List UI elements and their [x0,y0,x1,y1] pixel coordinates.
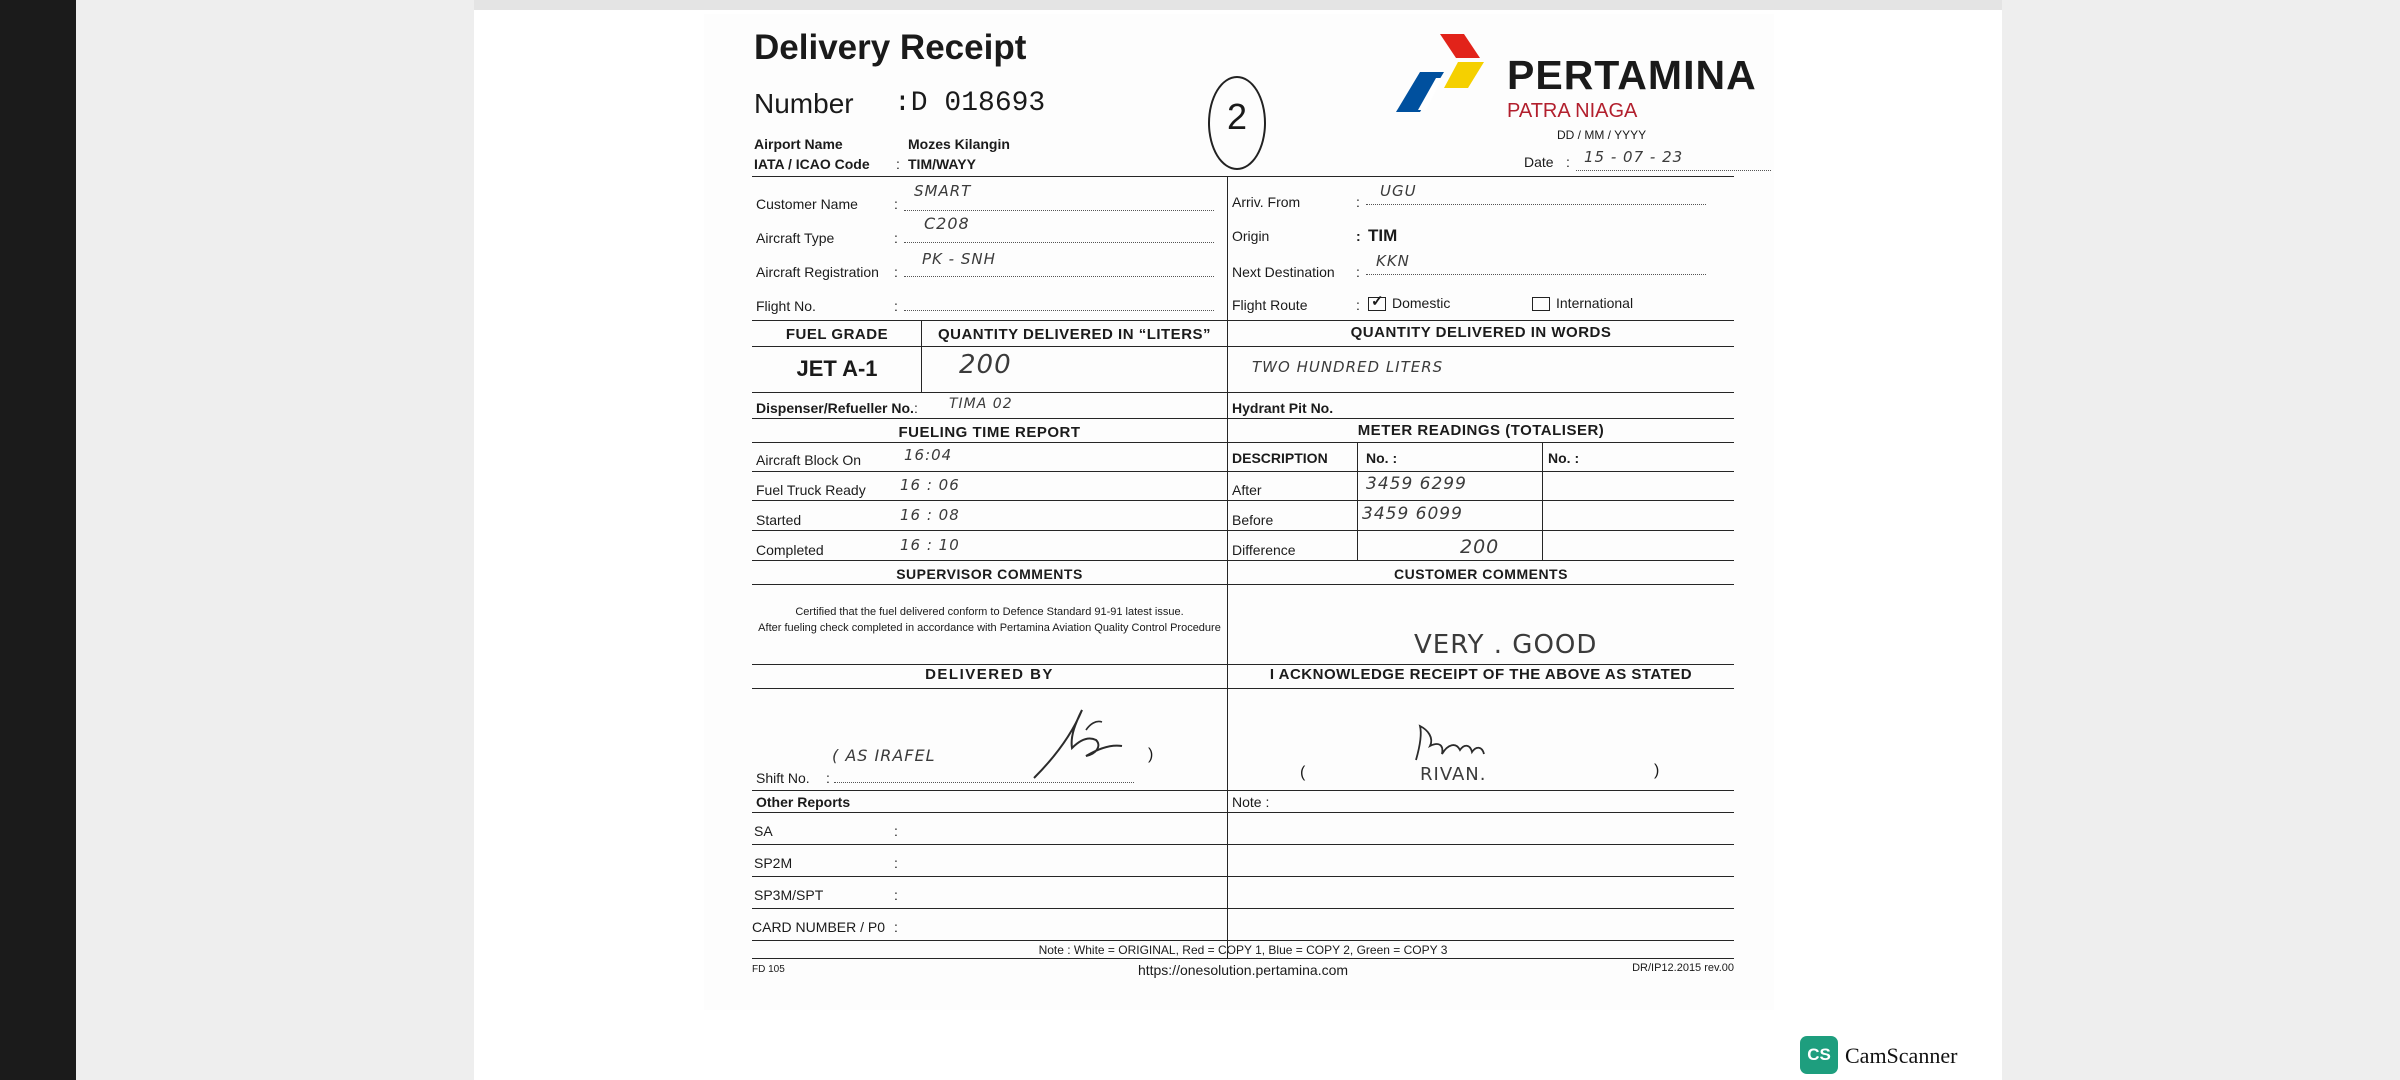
meter-no-1-header: No. : [1366,450,1398,466]
description-header: DESCRIPTION [1232,450,1328,466]
left-edge-bar [0,0,76,1080]
other-reports-header: Other Reports [756,794,851,810]
supervisor-comments-header: SUPERVISOR COMMENTS [896,566,1083,582]
note-label: Note : [1232,794,1270,810]
domestic-checkbox[interactable] [1368,293,1386,311]
acknowledge-open-paren: ( [1300,764,1306,781]
check-mark-icon: ✓ [1371,293,1384,311]
started-label: Started [756,512,802,528]
acknowledge-name: RIVAN. [1420,764,1487,785]
supervisor-comment-line-2: After fueling check completed in accordance with Pertamina Aviation Quality Control Procedure [758,622,1221,634]
camscanner-logo-icon: CS [1800,1036,1838,1074]
customer-name-value: SMART [914,182,972,200]
qty-words-value: TWO HUNDRED LITERS [1252,358,1444,376]
report-row-sa: SA [754,823,773,839]
delivered-by-close-paren: ) [1148,746,1154,763]
page-top-edge [474,0,2002,10]
customer-comments-header: CUSTOMER COMMENTS [1394,566,1568,582]
qty-liters-header: QUANTITY DELIVERED IN “LITERS” [937,326,1212,343]
airport-name-label: Airport Name [754,136,843,152]
completed-label: Completed [756,542,824,558]
completed-value: 16 : 10 [900,536,960,554]
number-label: Number [754,88,854,119]
report-row-sp3m: SP3M/SPT [754,887,824,903]
delivered-by-header: DELIVERED BY [925,666,1054,683]
date-format-hint: DD / MM / YYYY [1557,128,1647,142]
acknowledge-header: I ACKNOWLEDGE RECEIPT OF THE ABOVE AS STATED [1269,666,1693,683]
date-label: Date [1524,154,1554,170]
footer-url: https://onesolution.pertamina.com [1137,962,1349,978]
fuel-grade-header: FUEL GRADE [785,326,889,343]
meter-readings-header: METER READINGS (TOTALISER) [1357,422,1605,439]
brand-subname: PATRA NIAGA [1507,100,1638,122]
airport-name-value: Mozes Kilangin [908,136,1010,152]
block-on-value: 16:04 [904,446,953,464]
fueling-time-header: FUELING TIME REPORT [898,424,1081,441]
fuel-grade-value: JET A-1 [796,356,878,381]
before-label: Before [1232,512,1274,528]
truck-ready-label: Fuel Truck Ready [756,482,866,498]
receipt-number: :D 018693 [894,88,1046,119]
delivered-by-signature [1026,700,1136,782]
arriv-from-value: UGU [1380,182,1417,200]
report-row-sp2m: SP2M [754,855,793,871]
before-value: 3459 6099 [1362,504,1463,524]
domestic-option[interactable]: ✓ Domestic [1368,295,1450,311]
delivery-receipt-document: Delivery Receipt Number :D 018693 2 PERTAMINA PATRA NIAGA DD / MM / YYYY Date : 15 - 07 - 23 Airport Name Mozes Kilangin IATA / ICAO Code : TIM/WAYY Customer Name : SMART Aircraft Type : C208 Aircraft Registration : PK - SNH Flight No. : Arriv. From : UGU Origin : TIM Next Destination : KKN Flight Route : ✓ Domestic International FUEL GRADE QUANTITY DELIVERED IN “LITERS” QUANTITY DELIVERED IN WORDS JET A-1 200 TWO HUNDRED LITERS Dispenser/Refueller No. : TIMA 02 Hydrant Pit No. FUELING TIME REPORT METER READINGS (TOTALISER) Aircraft Block On 16:04 Fuel Truck Ready 16 : 06 Started 16 : 08 Completed 16 : 10 DESCRIPTION No. : No. : After 3459 6299 Before 3459 6099 Difference 200 SUPERVISOR COMMENTS CUSTOMER COMMENTS Certified that the fuel delivered conform to Defence Standard 91-91 latest issue. After fueling check completed in accordance with Pertamina Aviation Quality Control Procedure VERY . GOOD DELIVERED BY I ACKNOWLEDGE RECEIPT OF THE ABOVE AS STATED ( AS IRAFEL ) Shift No. : ( ) RIVAN. Other Reports Note : SA : SP2M : SP3M/SPT : CARD NUMBER / P0 : Note : White = ORIGINAL, Red = COPY 1, Blue = COPY 2, Green = COPY 3 FD 105 https://onesolution.pertamina.com DR/IP12.2015 rev.00 [704,14,1774,1010]
qty-words-header: QUANTITY DELIVERED IN WORDS [1350,324,1612,341]
revision-code: DR/IP12.2015 rev.00 [1632,962,1734,974]
customer-comment-value: VERY . GOOD [1414,630,1598,660]
difference-value: 200 [1460,536,1500,558]
report-row-card-number: CARD NUMBER / P0 [752,919,886,935]
acknowledge-close-paren: ) [1654,762,1660,779]
block-on-label: Aircraft Block On [756,452,862,468]
aircraft-type-value: C208 [924,214,970,233]
truck-ready-value: 16 : 06 [900,476,960,494]
dispenser-value: TIMA 02 [949,396,1013,412]
hydrant-pit-label: Hydrant Pit No. [1232,400,1334,416]
iata-code-label: IATA / ICAO Code [754,156,870,172]
customer-signature [1410,720,1490,770]
camscanner-text: CamScanner [1845,1043,1958,1068]
shift-no-label: Shift No. [756,770,810,786]
after-value: 3459 6299 [1366,474,1467,494]
international-option[interactable]: International [1532,295,1633,311]
after-label: After [1232,482,1262,498]
started-value: 16 : 08 [900,506,960,524]
document-title: Delivery Receipt [754,28,1027,67]
qty-liters-value: 200 [959,350,1012,380]
brand-name: PERTAMINA [1507,52,1757,98]
iata-code-value: TIM/WAYY [908,156,976,172]
international-checkbox[interactable] [1532,297,1550,311]
pertamina-logo-icon [1384,32,1494,124]
copy-mark-number: 2 [1226,96,1248,137]
meter-no-2-header: No. : [1548,450,1580,466]
date-value: 15 - 07 - 23 [1584,148,1684,166]
form-code: FD 105 [752,964,785,975]
delivered-by-name: ( AS IRAFEL [832,746,936,765]
copy-color-note: Note : White = ORIGINAL, Red = COPY 1, Blue = COPY 2, Green = COPY 3 [1038,943,1448,957]
aircraft-registration-value: PK - SNH [922,250,996,268]
difference-label: Difference [1232,542,1296,558]
dispenser-label: Dispenser/Refueller No. [756,400,914,416]
supervisor-comment-line-1: Certified that the fuel delivered conform to Defence Standard 91-91 latest issue. [795,606,1184,618]
next-destination-value: KKN [1376,252,1410,270]
origin-value: TIM [1368,226,1398,245]
